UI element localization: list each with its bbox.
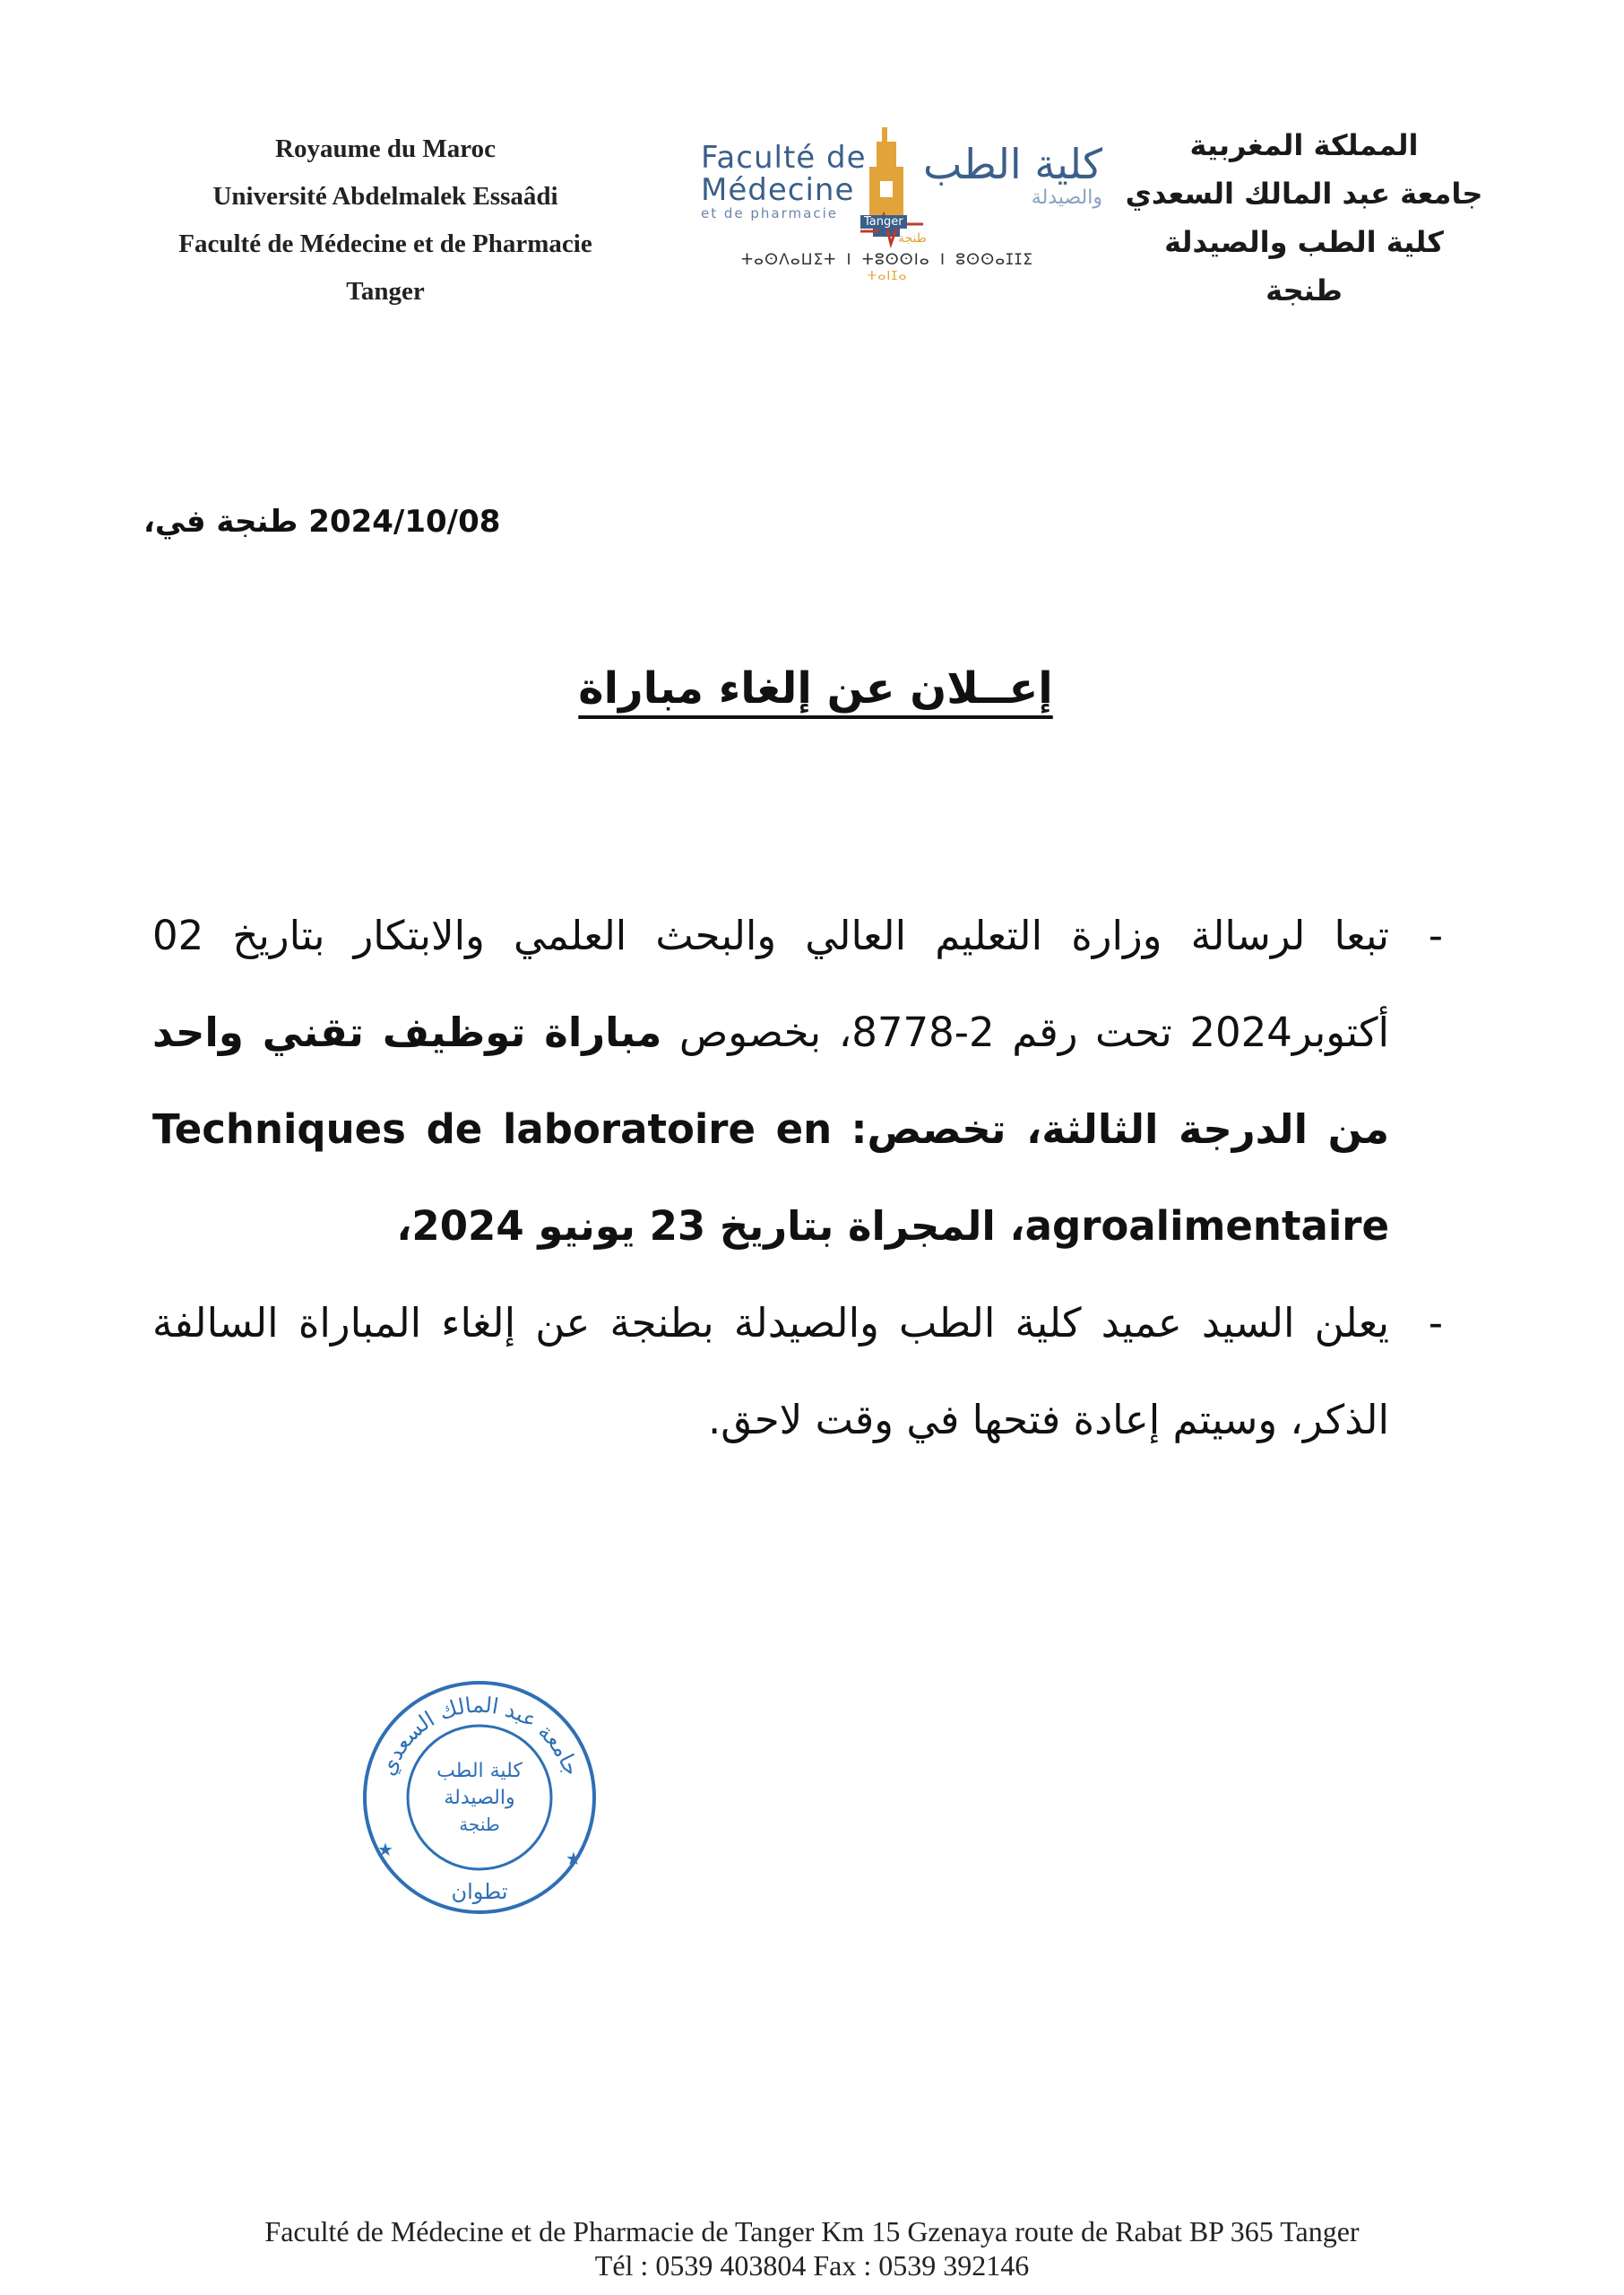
stamp-center-line: كلية الطب <box>436 1760 523 1782</box>
star-icon: ★ <box>377 1839 393 1860</box>
stamp-center-line: والصيدلة <box>444 1787 515 1809</box>
paragraph-2: - يعلن السيد عميد كلية الطب والصيدلة بطنجة عن إلغاء المباراة السالفة الذكر، وسيتم إعادة فتحها في وقت لاحق. <box>152 1275 1425 1468</box>
official-stamp <box>354 1676 605 1918</box>
page-footer <box>0 2214 1624 2282</box>
stamp-ring-text: جامعة عبد المالك السعدي <box>375 1692 585 1780</box>
header-right-line: كلية الطب والصيدلة <box>1164 225 1444 259</box>
header-right-line: طنجة <box>1266 273 1343 307</box>
bullet-dash-icon: - <box>1428 1299 1443 1347</box>
footer-address: Faculté de Médecine et de Pharmacie de Tanger Km 15 Gzenaya route de Rabat BP 365 Tanger <box>264 2215 1360 2247</box>
date-value: 2024/10/08 <box>308 504 501 540</box>
header-right-block <box>1102 121 1506 315</box>
specialty-name: Techniques de laboratoire en agroalimentaire <box>152 1105 1389 1250</box>
header-left-block <box>134 126 636 316</box>
header-left-line: Tanger <box>346 277 425 306</box>
paragraph-1: - تبعا لرسالة وزارة التعليم العالي والبحث العلمي والابتكار بتاريخ 02 أكتوبر2024 تحت رقم 2-8778، بخصوص مباراة توظيف تقني واحد من الدرجة الثالثة، تخصص: Techniques de laboratoire en agroalimentaire، المجراة بتاريخ 23 يونيو 2024، <box>152 888 1425 1275</box>
header-left-line: Royaume du Maroc <box>275 134 496 163</box>
logo-badge-ar: طنجة <box>898 231 927 246</box>
announcement-body <box>152 888 1443 1468</box>
stamp-bottom-text: تطوان <box>451 1879 508 1904</box>
announcement-title: إعــلان عن إلغاء مباراة <box>578 663 1053 714</box>
header-right-line: جامعة عبد المالك السعدي <box>1125 177 1483 211</box>
logo-french-text: Faculté de Médecine et de pharmacie <box>701 140 867 221</box>
footer-contact: Tél : 0539 403804 Fax : 0539 392146 <box>594 2249 1030 2282</box>
stamp-center-line: طنجة <box>459 1814 500 1835</box>
date-prefix: طنجة في، <box>143 504 298 540</box>
document-date <box>143 504 627 540</box>
faculty-logo <box>690 117 1111 296</box>
header-right-line: المملكة المغربية <box>1189 128 1419 162</box>
header-left-line: Université Abdelmalek Essaâdi <box>212 182 558 211</box>
bullet-dash-icon: - <box>1428 912 1443 959</box>
logo-badge-fr: Tanger <box>860 215 907 229</box>
logo-tifinagh-text: ⵜⴰⵙⴷⴰⵡⵉⵜ ⵏ ⵜⵓⵙⵙⵏⴰ ⵏ ⵓⵙⵙⴰⵊⵊⵉ ⵜⴰⵏⵊⴰ <box>740 251 1034 283</box>
logo-arabic-text: كلية الطب والصيدلة <box>923 140 1102 209</box>
star-icon: ★ <box>566 1848 582 1869</box>
header-left-line: Faculté de Médecine et de Pharmacie <box>178 230 592 258</box>
